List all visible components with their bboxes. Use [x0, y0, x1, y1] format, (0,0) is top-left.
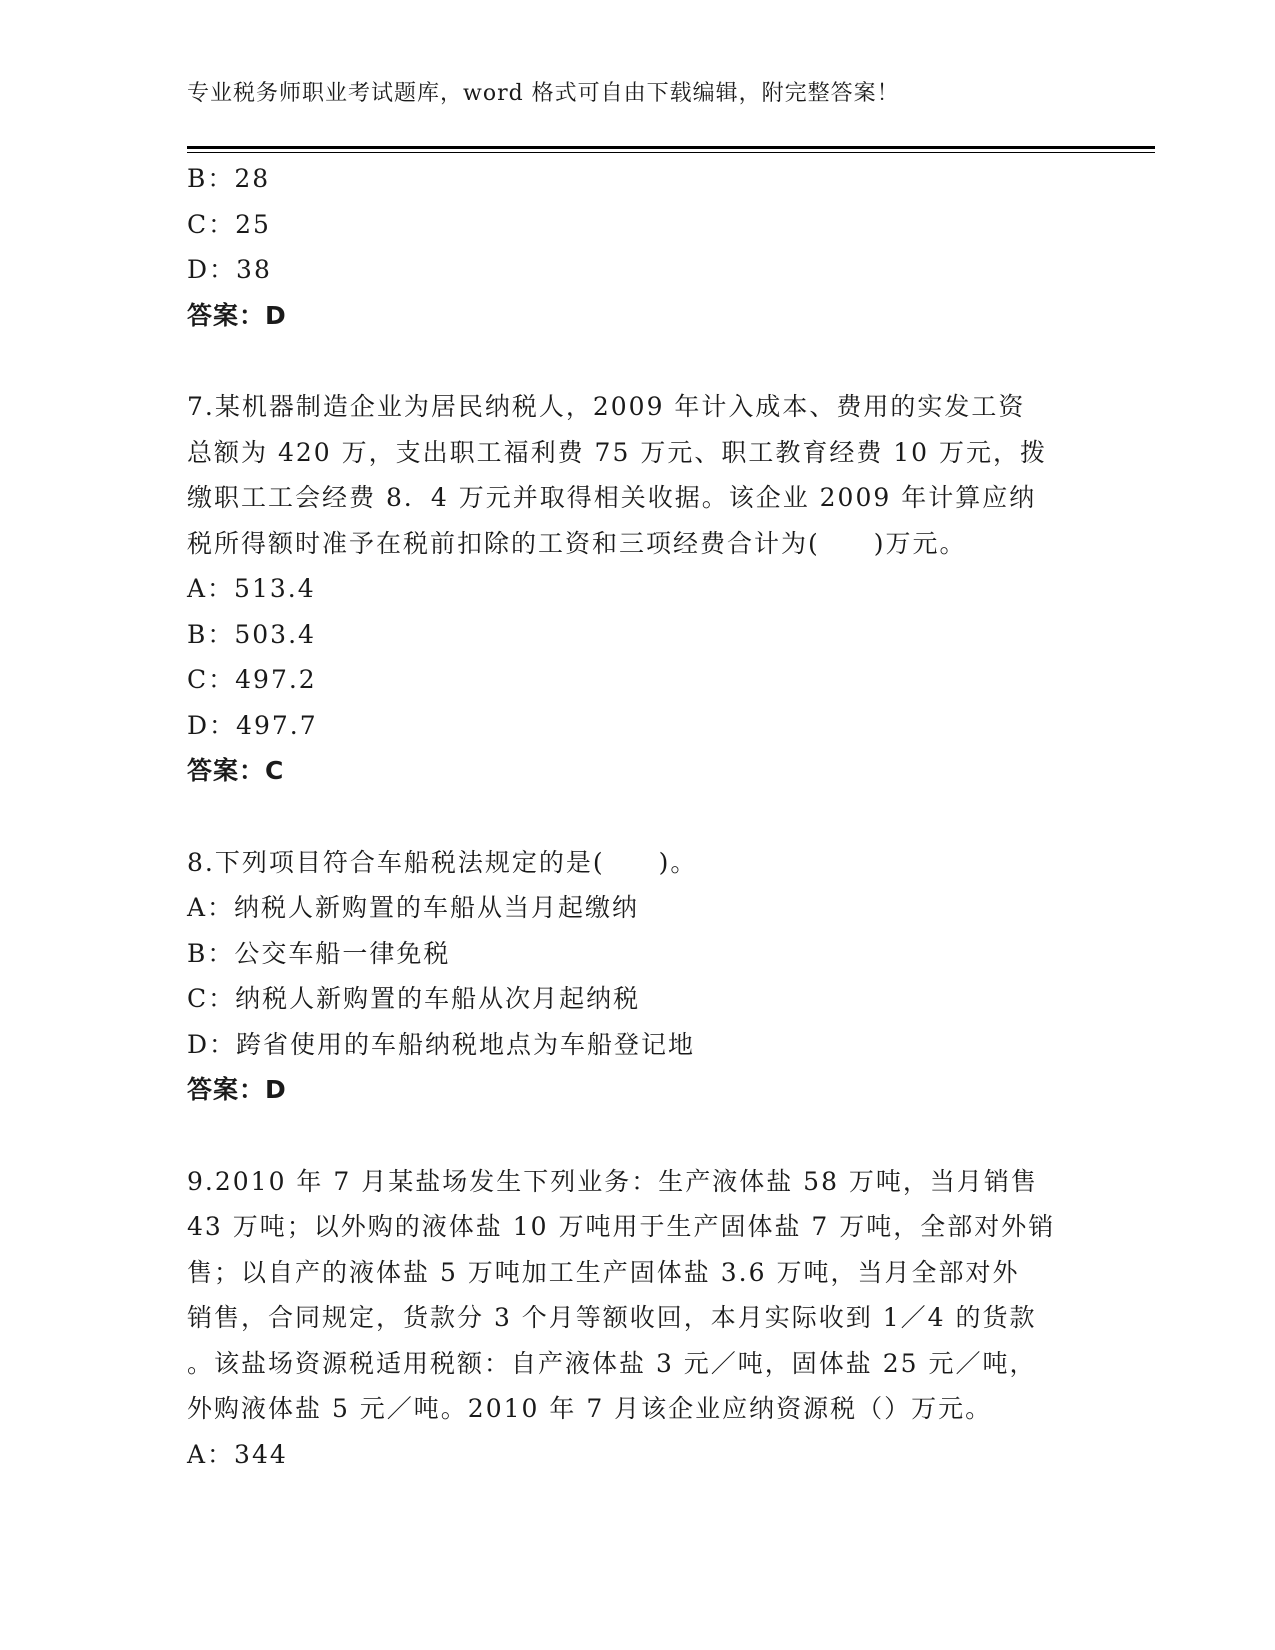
option-c: C：497.2	[187, 665, 317, 694]
question-stem-line: 8.下列项目符合车船税法规定的是( )。	[187, 847, 698, 877]
question-stem-line: 总额为 420 万，支出职工福利费 75 万元、职工教育经费 10 万元，拨	[187, 437, 1048, 467]
question-7	[187, 384, 1087, 794]
option-a: A：513.4	[187, 574, 316, 603]
option-b: B：28	[187, 164, 271, 193]
spacer	[187, 794, 1087, 840]
option-b: B：503.4	[187, 619, 316, 649]
option-d: D：38	[187, 255, 272, 284]
option-a: A：纳税人新购置的车船从当月起缴纳	[187, 893, 640, 922]
question-6-tail	[187, 156, 1087, 338]
option-d: D：跨省使用的车船纳税地点为车船登记地	[187, 1029, 696, 1059]
question-9	[187, 1159, 1087, 1478]
spacer	[187, 338, 1087, 384]
header-rule	[187, 146, 1155, 149]
option-c: C：25	[187, 209, 271, 239]
document-body	[187, 156, 1087, 1477]
option-c: C：纳税人新购置的车船从次月起纳税	[187, 984, 641, 1013]
answer: 答案：D	[187, 1075, 287, 1104]
question-stem-line: 销售，合同规定，货款分 3 个月等额收回，本月实际收到 1／4 的货款	[187, 1303, 1037, 1332]
page-header: 专业税务师职业考试题库，word 格式可自由下载编辑，附完整答案！	[187, 81, 900, 106]
option-b: B：公交车船一律免税	[187, 938, 451, 968]
question-stem-line: 。该盐场资源税适用税额：自产液体盐 3 元／吨，固体盐 25 元／吨，	[187, 1348, 1037, 1378]
question-stem-line: 7.某机器制造企业为居民纳税人，2009 年计入成本、费用的实发工资	[187, 392, 1026, 421]
option-d: D：497.7	[187, 710, 318, 740]
question-stem-line: 43 万吨；以外购的液体盐 10 万吨用于生产固体盐 7 万吨，全部对外销	[187, 1212, 1056, 1241]
answer: 答案：D	[187, 300, 287, 330]
header-rule-thin	[187, 152, 1155, 153]
question-stem-line: 9.2010 年 7 月某盐场发生下列业务：生产液体盐 58 万吨，当月销售	[187, 1166, 1038, 1196]
question-stem-line: 外购液体盐 5 元／吨。2010 年 7 月该企业应纳资源税（）万元。	[187, 1394, 993, 1423]
question-stem-line: 缴职工工会经费 8．4 万元并取得相关收据。该企业 2009 年计算应纳	[187, 483, 1037, 512]
question-stem-line: 税所得额时准予在税前扣除的工资和三项经费合计为( )万元。	[187, 528, 967, 558]
answer: 答案：C	[187, 756, 285, 785]
option-a: A：344	[187, 1439, 288, 1469]
question-stem-line: 售；以自产的液体盐 5 万吨加工生产固体盐 3.6 万吨，当月全部对外	[187, 1257, 1020, 1287]
spacer	[187, 1113, 1087, 1159]
question-8	[187, 840, 1087, 1113]
